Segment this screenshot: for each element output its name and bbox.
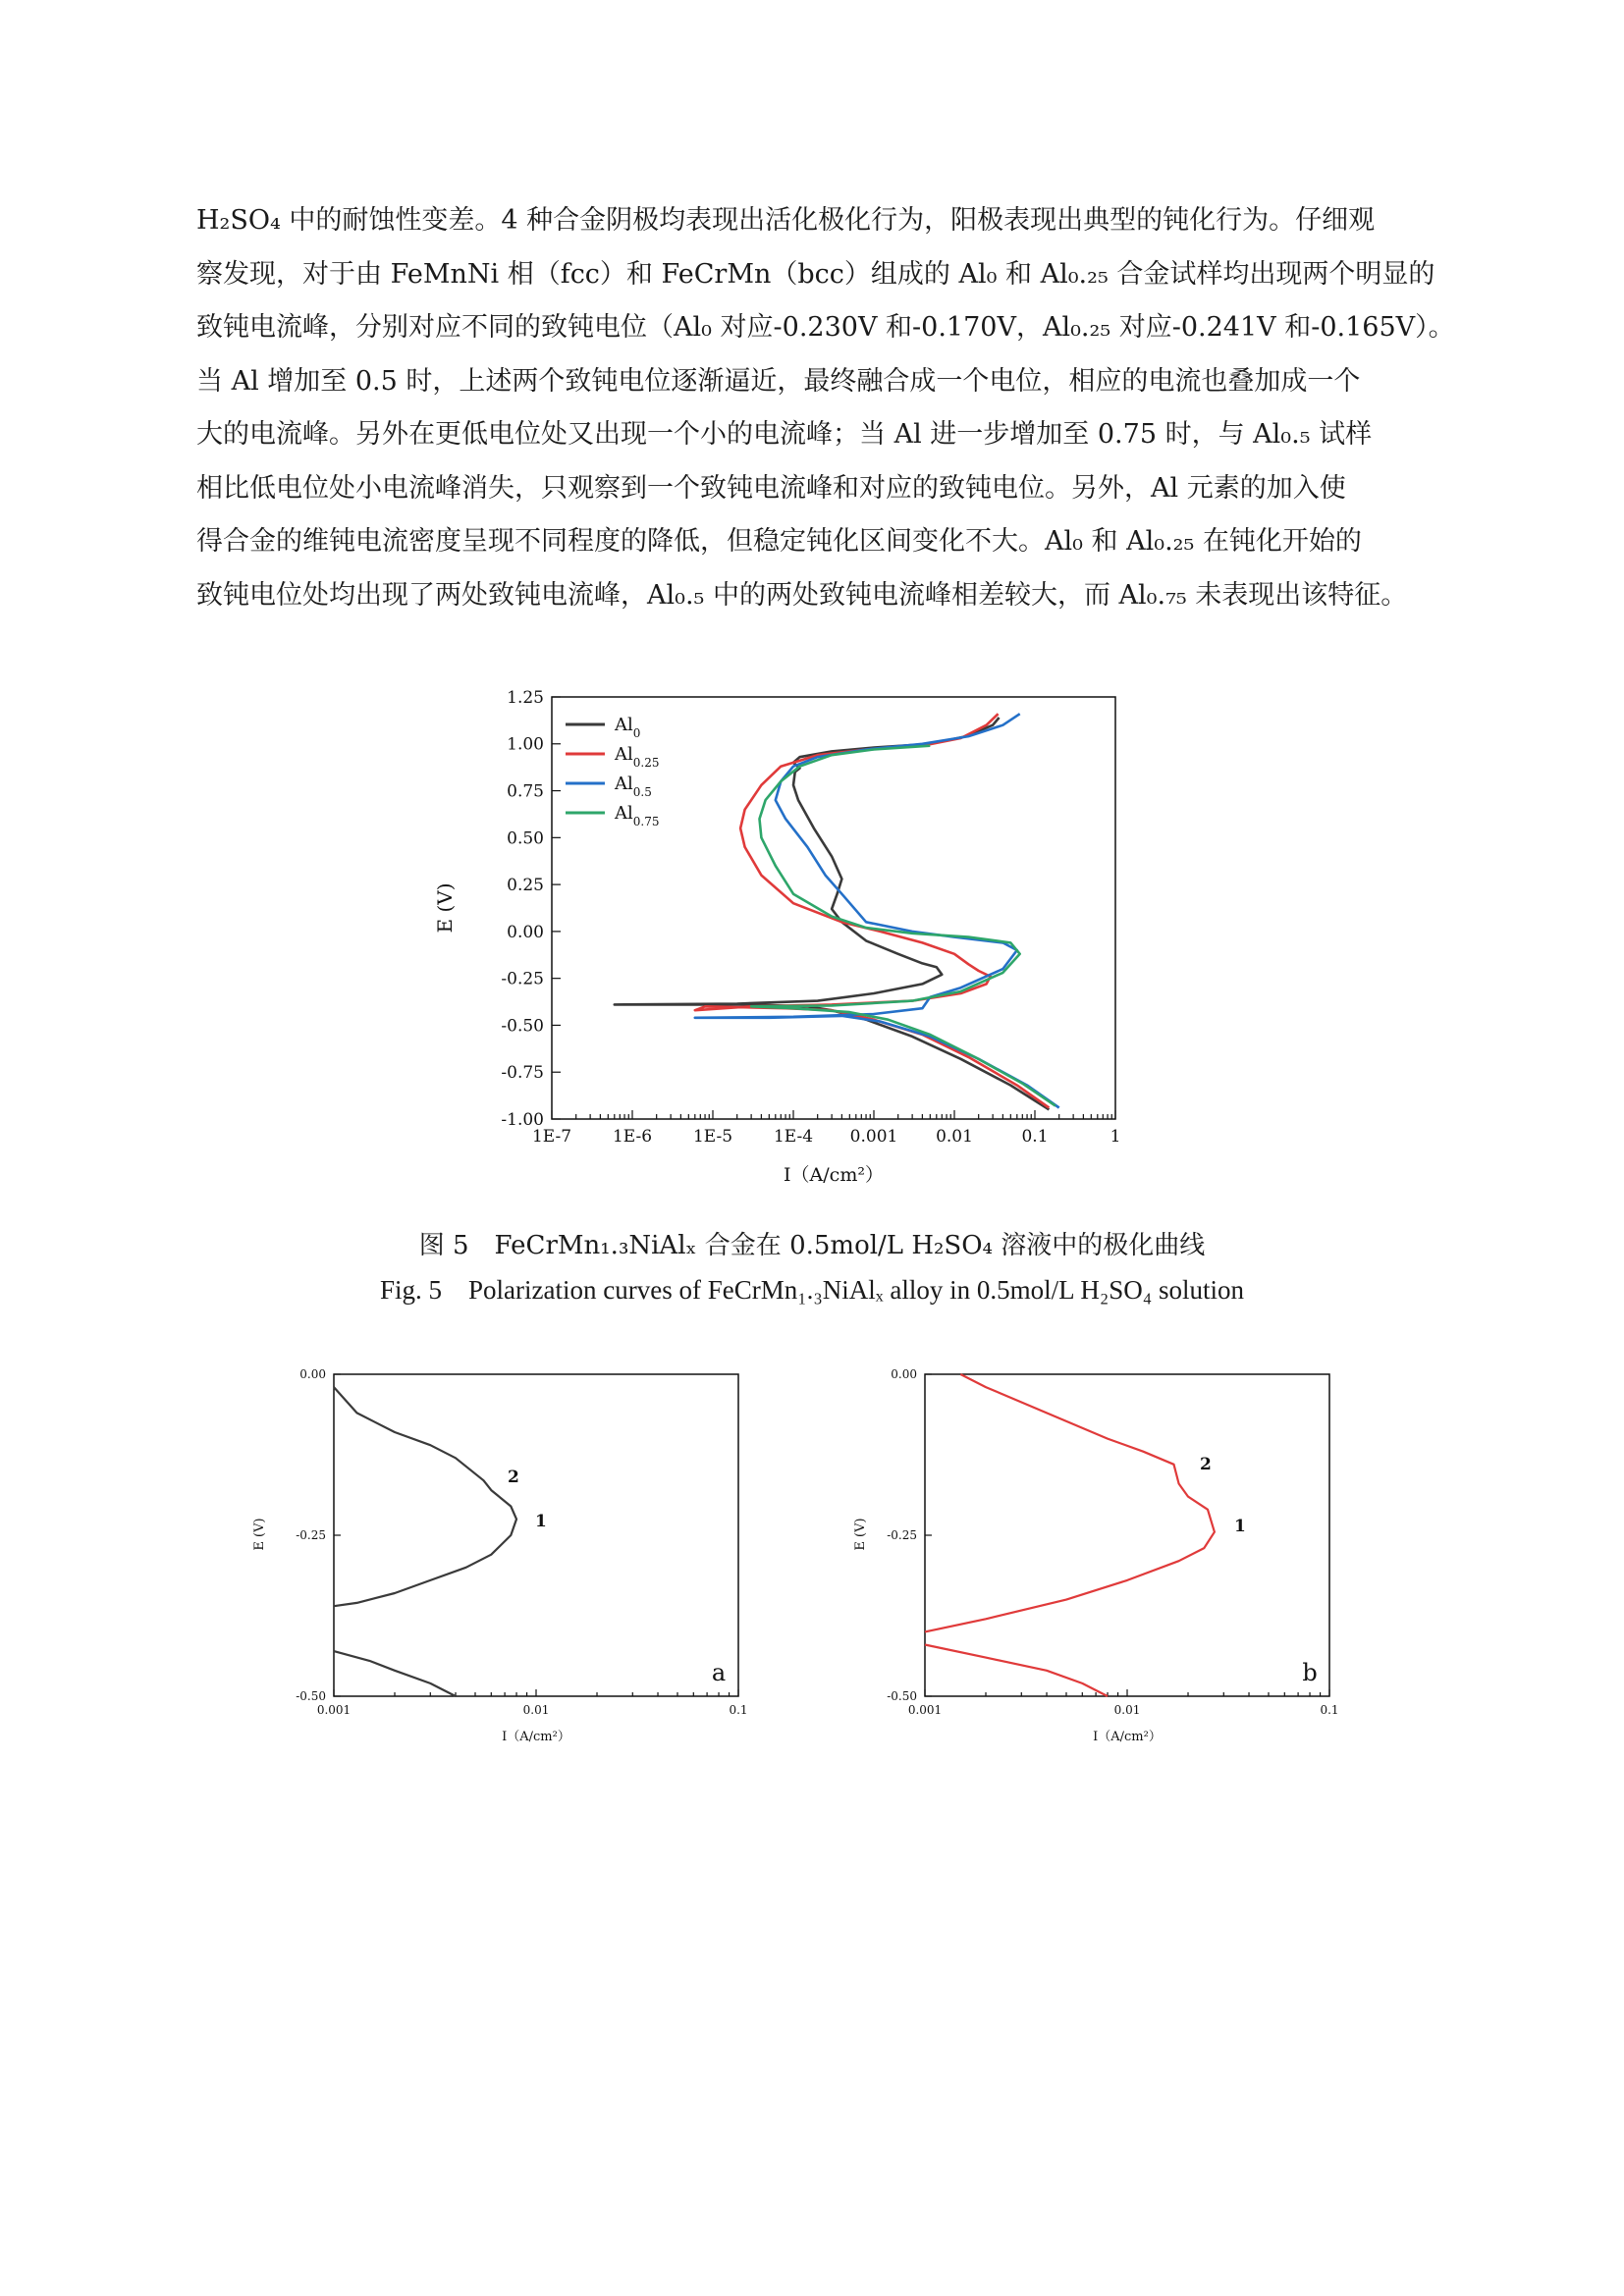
legend-entry: $Al_{0.25}$ (615, 744, 660, 770)
panel-label: a (711, 1659, 727, 1686)
y-tick-label: 0.00 (891, 1367, 917, 1382)
figure-caption-zh: 图 5 FeCrMn₁.₃NiAlₓ 合金在 0.5mol/L H₂SO₄ 溶液中的极化曲线 (418, 1231, 1206, 1260)
y-tick-label: -0.25 (887, 1528, 917, 1543)
y-tick-label: 0.50 (507, 828, 544, 849)
panel-label: b (1302, 1659, 1318, 1686)
legend-entry: $Al_0$ (615, 715, 641, 740)
x-tick-label: 1 (1110, 1127, 1121, 1147)
x-tick-label: 1E-5 (692, 1127, 733, 1147)
series-line-Al0 (334, 1387, 516, 1606)
y-axis-label: E (V) (433, 882, 457, 934)
paragraph-line-8: 致钝电位处均出现了两处致钝电流峰，Al₀.₅ 中的两处致钝电流峰相差较大，而 Al₀.₇₅ 未表现出该特征。 (196, 579, 1408, 611)
y-tick-label: -1.00 (501, 1109, 544, 1130)
y-tick-label: 0.00 (507, 922, 544, 942)
series-line-Al0.25 (695, 714, 1050, 1107)
x-tick-label: 0.001 (907, 1703, 943, 1717)
x-tick-label: 0.001 (316, 1703, 352, 1717)
y-tick-label: 0.25 (507, 876, 544, 896)
series-line-Al0-cathodic (334, 1651, 456, 1696)
axis-ticks (296, 1367, 747, 1717)
x-tick-label: 0.01 (936, 1127, 973, 1147)
series-line-Al0.25 (925, 1374, 1215, 1631)
x-tick-label: 1E-6 (612, 1127, 653, 1147)
legend-entry: $Al_{0.5}$ (615, 774, 652, 799)
annotation-2: 2 (508, 1468, 519, 1487)
polarization-chart-main (433, 677, 1159, 1207)
inset-chart-a (245, 1360, 756, 1772)
data-series (334, 1387, 516, 1696)
series-line-Al0 (615, 718, 1050, 1109)
x-tick-label: 0.1 (729, 1703, 748, 1717)
y-tick-label: 1.25 (507, 687, 544, 708)
x-axis-label: I（A/cm²） (784, 1164, 884, 1186)
data-series (615, 714, 1059, 1109)
y-tick-label: -0.50 (501, 1016, 544, 1037)
y-axis-label: E (V) (853, 1518, 868, 1551)
y-tick-label: 0.00 (299, 1367, 326, 1382)
series-line-Al0.5 (695, 714, 1059, 1107)
figure-caption-en: Fig. 5 Polarization curves of FeCrMn₁.₃NiAlₓ alloy in 0.5mol/L H₂SO₄ solution (380, 1275, 1244, 1305)
x-tick-label: 0.1 (1021, 1127, 1049, 1147)
y-tick-label: -0.25 (501, 969, 544, 989)
body-paragraph (196, 194, 1455, 622)
axis-ticks (887, 1367, 1338, 1717)
paragraph-line-4: 当 Al 增加至 0.5 时，上述两个致钝电位逐渐逼近，最终融合成一个电位，相应的电流也叠加成一个 (196, 365, 1361, 397)
y-tick-label: -0.25 (296, 1528, 326, 1543)
series-line-Al0.25-cathodic (925, 1645, 1108, 1697)
plot-frame (334, 1374, 738, 1696)
y-tick-label: 1.00 (507, 734, 544, 755)
y-tick-label: -0.50 (887, 1689, 917, 1704)
x-tick-label: 0.1 (1320, 1703, 1339, 1717)
legend (566, 715, 659, 828)
x-tick-label: 0.01 (522, 1703, 550, 1717)
x-axis-label: I（A/cm²） (502, 1730, 570, 1744)
x-tick-label: 1E-7 (531, 1127, 572, 1147)
x-tick-label: 1E-4 (773, 1127, 814, 1147)
paragraph-line-6: 相比低电位处小电流峰消失，只观察到一个致钝电流峰和对应的致钝电位。另外，Al 元素的加入使 (196, 472, 1346, 504)
annotation-1: 1 (535, 1512, 547, 1531)
inset-chart-b (837, 1360, 1347, 1772)
paragraph-line-5: 大的电流峰。另外在更低电位处又出现一个小的电流峰；当 Al 进一步增加至 0.75 时，与 Al₀.₅ 试样 (196, 419, 1373, 450)
legend-entry: $Al_{0.75}$ (615, 803, 660, 828)
annotation-1: 1 (1234, 1517, 1246, 1536)
x-tick-label: 0.001 (849, 1127, 898, 1147)
y-axis-label: E (V) (252, 1518, 267, 1551)
y-tick-label: 0.75 (507, 781, 544, 802)
plot-frame (925, 1374, 1329, 1696)
y-tick-label: -0.50 (296, 1689, 326, 1704)
annotation-2: 2 (1200, 1455, 1212, 1474)
data-series (925, 1374, 1215, 1696)
x-tick-label: 0.01 (1113, 1703, 1141, 1717)
paragraph-line-2: 察发现，对于由 FeMnNi 相（fcc）和 FeCrMn（bcc）组成的 Al₀ 和 Al₀.₂₅ 合金试样均出现两个明显的 (196, 258, 1435, 290)
paragraph-line-1: H₂SO₄ 中的耐蚀性变差。4 种合金阴极均表现出活化极化行为，阳极表现出典型的钝化行为。仔细观 (196, 205, 1376, 236)
paragraph-line-7: 得合金的维钝电流密度呈现不同程度的降低，但稳定钝化区间变化不大。Al₀ 和 Al₀.₂₅ 在钝化开始的 (196, 526, 1362, 557)
x-axis-label: I（A/cm²） (1093, 1730, 1162, 1744)
y-tick-label: -0.75 (501, 1063, 544, 1084)
paragraph-line-3: 致钝电流峰，分别对应不同的致钝电位（Al₀ 对应-0.230V 和-0.170V，Al₀.₂₅ 对应-0.241V 和-0.165V）。 (196, 312, 1455, 343)
